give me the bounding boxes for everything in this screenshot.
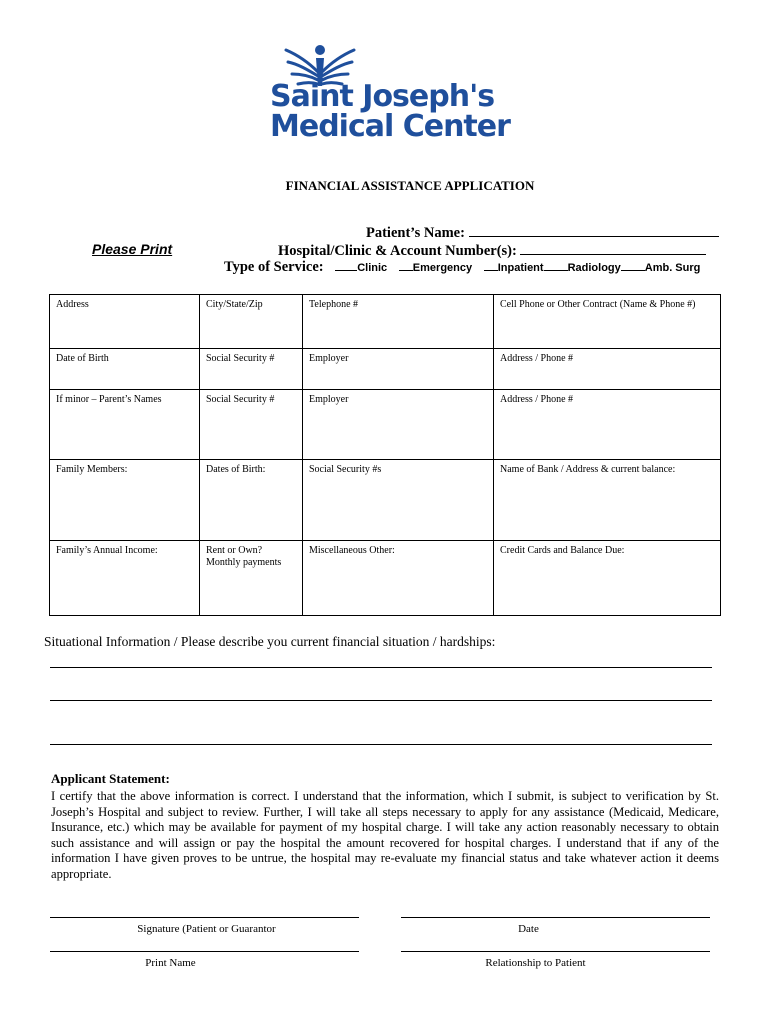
patient-name-blank[interactable] <box>469 223 719 237</box>
patient-name-field[interactable] <box>366 223 719 242</box>
family-members-cell[interactable]: Family Members: <box>50 460 200 541</box>
telephone-cell[interactable]: Telephone # <box>303 295 494 349</box>
applicant-info-table <box>49 294 721 616</box>
bank-info-cell[interactable]: Name of Bank / Address & current balance: <box>494 460 721 541</box>
parent-employer-cell[interactable]: Employer <box>303 390 494 460</box>
table-row <box>50 295 721 349</box>
service-option-amb-surg: Amb. Surg <box>644 262 701 274</box>
rent-or-own-cell[interactable]: Rent or Own? Monthly payments <box>200 541 303 616</box>
print-name-label: Print Name <box>145 957 196 969</box>
date-label: Date <box>518 923 539 935</box>
document-title: FINANCIAL ASSISTANCE APPLICATION <box>285 178 535 193</box>
parent-names-cell[interactable]: If minor – Parent’s Names <box>50 390 200 460</box>
cell-phone-cell[interactable]: Cell Phone or Other Contract (Name & Phone #) <box>494 295 721 349</box>
clinic-blank[interactable] <box>335 260 357 271</box>
parent-employer-address-cell[interactable]: Address / Phone # <box>494 390 721 460</box>
hardship-line-1[interactable] <box>50 667 712 668</box>
service-type-label: Type of Service: <box>224 259 324 275</box>
patient-name-label: Patient’s Name: <box>366 225 465 241</box>
credit-cards-cell[interactable]: Credit Cards and Balance Due: <box>494 541 721 616</box>
applicant-statement-body: I certify that the above information is correct. I understand that the information, which I submit, is subject to verification by St. Joseph’s Hospital and subject to review. Further, I will take all steps necessary to apply for any assistance (Medicaid, Medicare, Insurance, etc.) which may be available for payment of my hospital charge. I will take any action reasonably necessary to obtain such assistance and will assign or pay the hospital the amount recovered for hospital charges. I understand that if any of the information I have given proves to be untrue, the hospital may re-evaluate my financial status and take whatever action it deems appropriate. <box>51 789 719 881</box>
city-state-zip-cell[interactable]: City/State/Zip <box>200 295 303 349</box>
table-row <box>50 460 721 541</box>
parent-social-security-cell[interactable]: Social Security # <box>200 390 303 460</box>
date-of-birth-cell[interactable]: Date of Birth <box>50 349 200 390</box>
service-option-clinic: Clinic <box>357 262 388 274</box>
table-row <box>50 541 721 616</box>
account-number-field[interactable] <box>278 241 706 260</box>
logo-text-line2: Medical Center <box>270 109 510 144</box>
relationship-label: Relationship to Patient <box>485 957 586 969</box>
address-cell[interactable]: Address <box>50 295 200 349</box>
relationship-line[interactable] <box>401 951 710 952</box>
dates-of-birth-cell[interactable]: Dates of Birth: <box>200 460 303 541</box>
social-security-cell[interactable]: Social Security # <box>200 349 303 390</box>
account-number-blank[interactable] <box>520 241 706 255</box>
table-row <box>50 390 721 460</box>
service-option-radiology: Radiology <box>567 262 621 274</box>
employer-cell[interactable]: Employer <box>303 349 494 390</box>
emergency-blank[interactable] <box>399 260 413 271</box>
service-type-field <box>224 259 700 276</box>
situational-info-prompt: Situational Information / Please describe you current financial situation / hardships: <box>44 634 496 649</box>
account-number-label: Hospital/Clinic & Account Number(s): <box>278 243 517 259</box>
hospital-logo <box>270 42 510 147</box>
table-row <box>50 349 721 390</box>
logo-text-line1: Saint Joseph's <box>270 79 495 114</box>
annual-income-cell[interactable]: Family’s Annual Income: <box>50 541 200 616</box>
signature-label: Signature (Patient or Guarantor <box>137 923 276 935</box>
family-social-security-cell[interactable]: Social Security #s <box>303 460 494 541</box>
hardship-line-3[interactable] <box>50 744 712 745</box>
service-option-emergency: Emergency <box>412 262 473 274</box>
radiology-blank[interactable] <box>544 260 568 271</box>
signature-line[interactable] <box>50 917 359 918</box>
service-option-inpatient: Inpatient <box>497 262 544 274</box>
hardship-line-2[interactable] <box>50 700 712 701</box>
date-line[interactable] <box>401 917 710 918</box>
inpatient-blank[interactable] <box>484 260 498 271</box>
please-print-note: Please Print <box>92 241 173 257</box>
print-name-line[interactable] <box>50 951 359 952</box>
amb-surg-blank[interactable] <box>621 260 645 271</box>
applicant-statement-title: Applicant Statement: <box>51 771 170 786</box>
miscellaneous-cell[interactable]: Miscellaneous Other: <box>303 541 494 616</box>
employer-address-cell[interactable]: Address / Phone # <box>494 349 721 390</box>
